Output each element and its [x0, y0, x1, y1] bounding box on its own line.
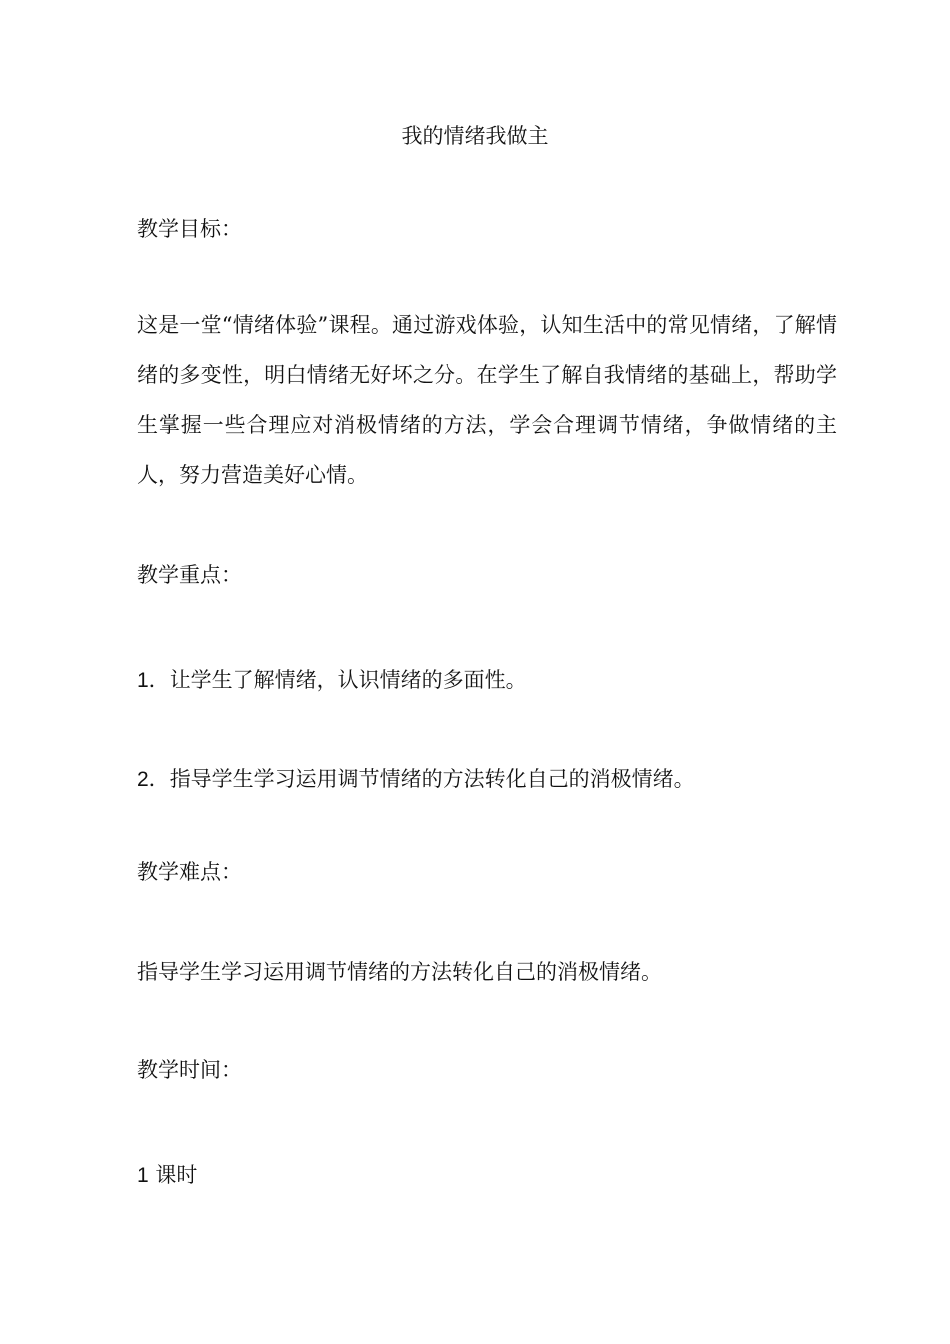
difficulty-heading: 教学难点： [137, 860, 242, 884]
key-point-text: 指导学生学习运用调节情绪的方法转化自己的消极情绪。 [169, 767, 695, 791]
key-point-item [137, 764, 695, 795]
objectives-paragraph: 这是一堂“情绪体验”课程。通过游戏体验，认知生活中的常见情绪，了解情绪的多变性，明白情绪无好坏之分。在学生了解自我情绪的基础上，帮助学生掌握一些合理应对消极情绪的方法，学会合理调节情绪，争做情绪的主人，努力营造美好心情。 [137, 313, 837, 487]
key-points-heading: 教学重点： [137, 563, 242, 587]
time-unit: 课时 [155, 1163, 198, 1187]
document-title: 我的情绪我做主 [401, 124, 549, 148]
key-point-number: 2． [137, 768, 170, 791]
time-number: 1 [137, 1164, 149, 1187]
time-value [137, 1160, 197, 1191]
objectives-heading: 教学目标： [137, 217, 242, 241]
key-point-item [137, 665, 527, 696]
key-point-number: 1． [137, 669, 170, 692]
difficulty-text: 指导学生学习运用调节情绪的方法转化自己的消极情绪。 [137, 960, 662, 984]
key-point-text: 让学生了解情绪，认识情绪的多面性。 [169, 668, 527, 692]
time-heading: 教学时间： [137, 1058, 242, 1082]
